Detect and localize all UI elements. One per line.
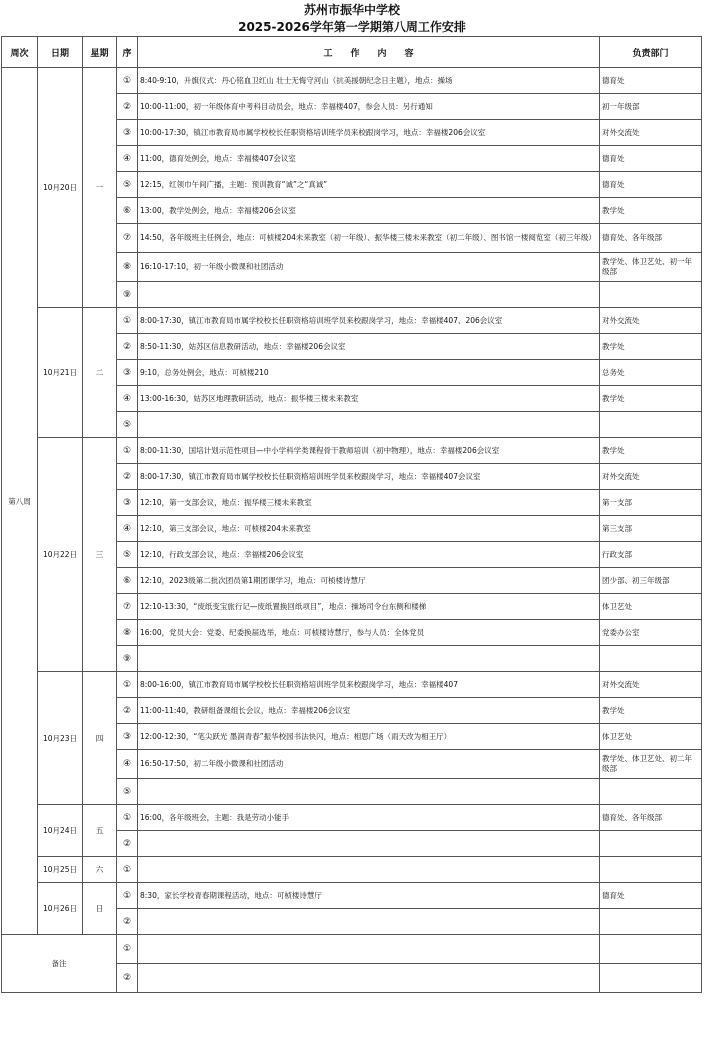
notes-content-cell bbox=[138, 935, 600, 964]
dept-cell: 对外交流处 bbox=[600, 672, 702, 698]
dept-cell: 教学处 bbox=[600, 698, 702, 724]
seq-cell: ① bbox=[117, 883, 138, 909]
table-row bbox=[2, 805, 702, 831]
schedule-table bbox=[1, 36, 702, 993]
dept-cell: 第三支部 bbox=[600, 516, 702, 542]
content-cell: 8:00-11:30，国培计划示范性项目—中小学科学类课程骨干教师培训（初中物理），地点：幸福楼206会议室 bbox=[138, 438, 600, 464]
content-cell: 16:10-17:10，初一年级小微课和社团活动 bbox=[138, 253, 600, 282]
weekday-cell: 二 bbox=[83, 308, 117, 438]
table-row bbox=[2, 308, 702, 334]
dept-cell bbox=[600, 857, 702, 883]
content-cell: 13:00，教学处例会，地点：幸福楼206会议室 bbox=[138, 198, 600, 224]
dept-cell: 对外交流处 bbox=[600, 120, 702, 146]
seq-cell: ① bbox=[117, 68, 138, 94]
content-cell: 8:00-17:30，镇江市教育局市属学校校长任职资格培训班学员来校跟岗学习，地点：幸福楼407会议室 bbox=[138, 464, 600, 490]
notes-content-cell bbox=[138, 964, 600, 993]
dept-cell bbox=[600, 282, 702, 308]
table-row bbox=[2, 672, 702, 698]
content-cell: 12:10-13:30，“废纸变宝旅行记—废纸置换回纸项目”，地点：操场司令台东侧和楼梯 bbox=[138, 594, 600, 620]
content-cell: 11:00-11:40，教研组备课组长会议，地点：幸福楼206会议室 bbox=[138, 698, 600, 724]
content-cell bbox=[138, 831, 600, 857]
seq-cell: ① bbox=[117, 308, 138, 334]
seq-cell: ⑤ bbox=[117, 779, 138, 805]
header-row bbox=[2, 37, 702, 68]
content-cell: 12:10，第一支部会议，地点：振华楼三楼未来教室 bbox=[138, 490, 600, 516]
content-cell: 12:10，第三支部会议，地点：可桢楼204未来教室 bbox=[138, 516, 600, 542]
notes-dept-cell bbox=[600, 935, 702, 964]
dept-cell: 教学处、体卫艺处、初二年级部 bbox=[600, 750, 702, 779]
dept-cell: 体卫艺处 bbox=[600, 724, 702, 750]
seq-cell: ③ bbox=[117, 120, 138, 146]
dept-cell bbox=[600, 779, 702, 805]
seq-cell: ② bbox=[117, 831, 138, 857]
seq-cell: ① bbox=[117, 438, 138, 464]
seq-cell: ① bbox=[117, 805, 138, 831]
table-row bbox=[2, 857, 702, 883]
notes-dept-cell bbox=[600, 964, 702, 993]
seq-cell: ⑧ bbox=[117, 253, 138, 282]
content-cell bbox=[138, 909, 600, 935]
seq-cell: ③ bbox=[117, 490, 138, 516]
col-header-seq: 序 bbox=[117, 37, 138, 68]
content-cell: 12:00-12:30，“笔尖跃光 墨润青春”振华校园书法快闪，地点：相思广场（雨天改为相王厅） bbox=[138, 724, 600, 750]
date-cell: 10月25日 bbox=[38, 857, 83, 883]
seq-cell: ④ bbox=[117, 750, 138, 779]
content-cell bbox=[138, 779, 600, 805]
content-cell: 12:10，2023级第二批次团员第1期团课学习，地点：可桢楼诗慧厅 bbox=[138, 568, 600, 594]
col-header-weekday: 星期 bbox=[83, 37, 117, 68]
dept-cell: 教学处 bbox=[600, 386, 702, 412]
content-cell: 16:50-17:50，初二年级小微课和社团活动 bbox=[138, 750, 600, 779]
content-cell: 11:00，德育处例会，地点：幸福楼407会议室 bbox=[138, 146, 600, 172]
seq-cell: ④ bbox=[117, 146, 138, 172]
week-cell: 第八周 bbox=[2, 68, 38, 935]
school-name: 苏州市振华中学校 bbox=[303, 3, 400, 17]
content-cell: 14:50，各年级班主任例会，地点：可桢楼204未来教室（初一年级）、振华楼三楼未来教室（初二年级）、图书馆一楼阅览室（初三年级） bbox=[138, 224, 600, 253]
seq-cell: ① bbox=[117, 672, 138, 698]
notes-row bbox=[2, 935, 702, 964]
weekday-cell: 一 bbox=[83, 68, 117, 308]
dept-cell: 行政支部 bbox=[600, 542, 702, 568]
date-cell: 10月22日 bbox=[38, 438, 83, 672]
seq-cell: ② bbox=[117, 464, 138, 490]
content-cell: 8:00-17:30，镇江市教育局市属学校校长任职资格培训班学员来校跟岗学习，地点：幸福楼407、206会议室 bbox=[138, 308, 600, 334]
seq-cell: ④ bbox=[117, 516, 138, 542]
seq-cell: ③ bbox=[117, 360, 138, 386]
seq-cell: ⑨ bbox=[117, 282, 138, 308]
content-cell: 10:00-11:00，初一年级体育中考科目动员会，地点：幸福楼407，参会人员：另行通知 bbox=[138, 94, 600, 120]
dept-cell: 教学处 bbox=[600, 198, 702, 224]
schedule-title: 2025-2026学年第一学期第八周工作安排 bbox=[238, 20, 466, 34]
seq-cell: ④ bbox=[117, 386, 138, 412]
seq-cell: ② bbox=[117, 334, 138, 360]
content-cell: 10:00-17:30，镇江市教育局市属学校校长任职资格培训班学员来校跟岗学习，地点：幸福楼206会议室 bbox=[138, 120, 600, 146]
dept-cell: 初一年级部 bbox=[600, 94, 702, 120]
dept-cell: 对外交流处 bbox=[600, 308, 702, 334]
seq-cell: ② bbox=[117, 909, 138, 935]
content-cell: 12:10，行政支部会议，地点：幸福楼206会议室 bbox=[138, 542, 600, 568]
seq-cell: ⑧ bbox=[117, 620, 138, 646]
dept-cell bbox=[600, 909, 702, 935]
content-cell: 8:30，家长学校青春期课程活动，地点：可桢楼诗慧厅 bbox=[138, 883, 600, 909]
dept-cell bbox=[600, 831, 702, 857]
dept-cell: 教学处、体卫艺处、初一年级部 bbox=[600, 253, 702, 282]
weekday-cell: 日 bbox=[83, 883, 117, 935]
dept-cell: 第一支部 bbox=[600, 490, 702, 516]
dept-cell: 党委办公室 bbox=[600, 620, 702, 646]
date-cell: 10月21日 bbox=[38, 308, 83, 438]
dept-cell: 德育处 bbox=[600, 146, 702, 172]
seq-cell: ⑦ bbox=[117, 224, 138, 253]
weekday-cell: 四 bbox=[83, 672, 117, 805]
content-cell bbox=[138, 857, 600, 883]
weekday-cell: 三 bbox=[83, 438, 117, 672]
seq-cell: ⑥ bbox=[117, 198, 138, 224]
content-cell: 9:10，总务处例会，地点：可桢楼210 bbox=[138, 360, 600, 386]
col-header-week: 周次 bbox=[2, 37, 38, 68]
content-cell bbox=[138, 282, 600, 308]
date-cell: 10月23日 bbox=[38, 672, 83, 805]
dept-cell: 德育处、各年级部 bbox=[600, 805, 702, 831]
content-cell: 13:00-16:30，姑苏区地理教研活动，地点：振华楼三楼未来教室 bbox=[138, 386, 600, 412]
weekday-cell: 五 bbox=[83, 805, 117, 857]
seq-cell: ① bbox=[117, 857, 138, 883]
dept-cell: 德育处 bbox=[600, 172, 702, 198]
seq-cell: ② bbox=[117, 964, 138, 993]
content-cell: 16:00，党员大会：党委、纪委换届选举，地点：可桢楼诗慧厅，参与人员：全体党员 bbox=[138, 620, 600, 646]
dept-cell: 对外交流处 bbox=[600, 464, 702, 490]
col-header-date: 日期 bbox=[38, 37, 83, 68]
dept-cell: 教学处 bbox=[600, 438, 702, 464]
dept-cell: 总务处 bbox=[600, 360, 702, 386]
dept-cell: 团少部、初三年级部 bbox=[600, 568, 702, 594]
date-cell: 10月20日 bbox=[38, 68, 83, 308]
seq-cell: ⑤ bbox=[117, 412, 138, 438]
seq-cell: ② bbox=[117, 94, 138, 120]
table-row bbox=[2, 883, 702, 909]
seq-cell: ③ bbox=[117, 724, 138, 750]
seq-cell: ⑤ bbox=[117, 172, 138, 198]
content-cell: 16:00，各年级班会，主题：我是劳动小能手 bbox=[138, 805, 600, 831]
content-cell: 12:15，红领巾午间广播，主题：预训教育“诚”之“真诚” bbox=[138, 172, 600, 198]
dept-cell: 德育处 bbox=[600, 68, 702, 94]
notes-label: 备注 bbox=[2, 935, 117, 993]
seq-cell: ② bbox=[117, 698, 138, 724]
dept-cell: 德育处 bbox=[600, 883, 702, 909]
dept-cell: 体卫艺处 bbox=[600, 594, 702, 620]
dept-cell bbox=[600, 412, 702, 438]
seq-cell: ⑥ bbox=[117, 568, 138, 594]
col-header-dept: 负责部门 bbox=[600, 37, 702, 68]
seq-cell: ⑦ bbox=[117, 594, 138, 620]
content-cell: 8:40-9:10，升旗仪式：丹心铭血卫红山 壮士无悔守河山（抗美援朝纪念日主题），地点：操场 bbox=[138, 68, 600, 94]
content-cell: 8:50-11:30，姑苏区信息教研活动，地点：幸福楼206会议室 bbox=[138, 334, 600, 360]
content-cell bbox=[138, 412, 600, 438]
col-header-content: 工 作 内 容 bbox=[138, 37, 600, 68]
dept-cell: 德育处、各年级部 bbox=[600, 224, 702, 253]
dept-cell bbox=[600, 646, 702, 672]
weekday-cell: 六 bbox=[83, 857, 117, 883]
content-cell bbox=[138, 646, 600, 672]
date-cell: 10月26日 bbox=[38, 883, 83, 935]
date-cell: 10月24日 bbox=[38, 805, 83, 857]
content-cell: 8:00-16:00，镇江市教育局市属学校校长任职资格培训班学员来校跟岗学习，地点：幸福楼407 bbox=[138, 672, 600, 698]
seq-cell: ① bbox=[117, 935, 138, 964]
dept-cell: 教学处 bbox=[600, 334, 702, 360]
table-row bbox=[2, 438, 702, 464]
seq-cell: ⑤ bbox=[117, 542, 138, 568]
seq-cell: ⑨ bbox=[117, 646, 138, 672]
table-row bbox=[2, 68, 702, 94]
